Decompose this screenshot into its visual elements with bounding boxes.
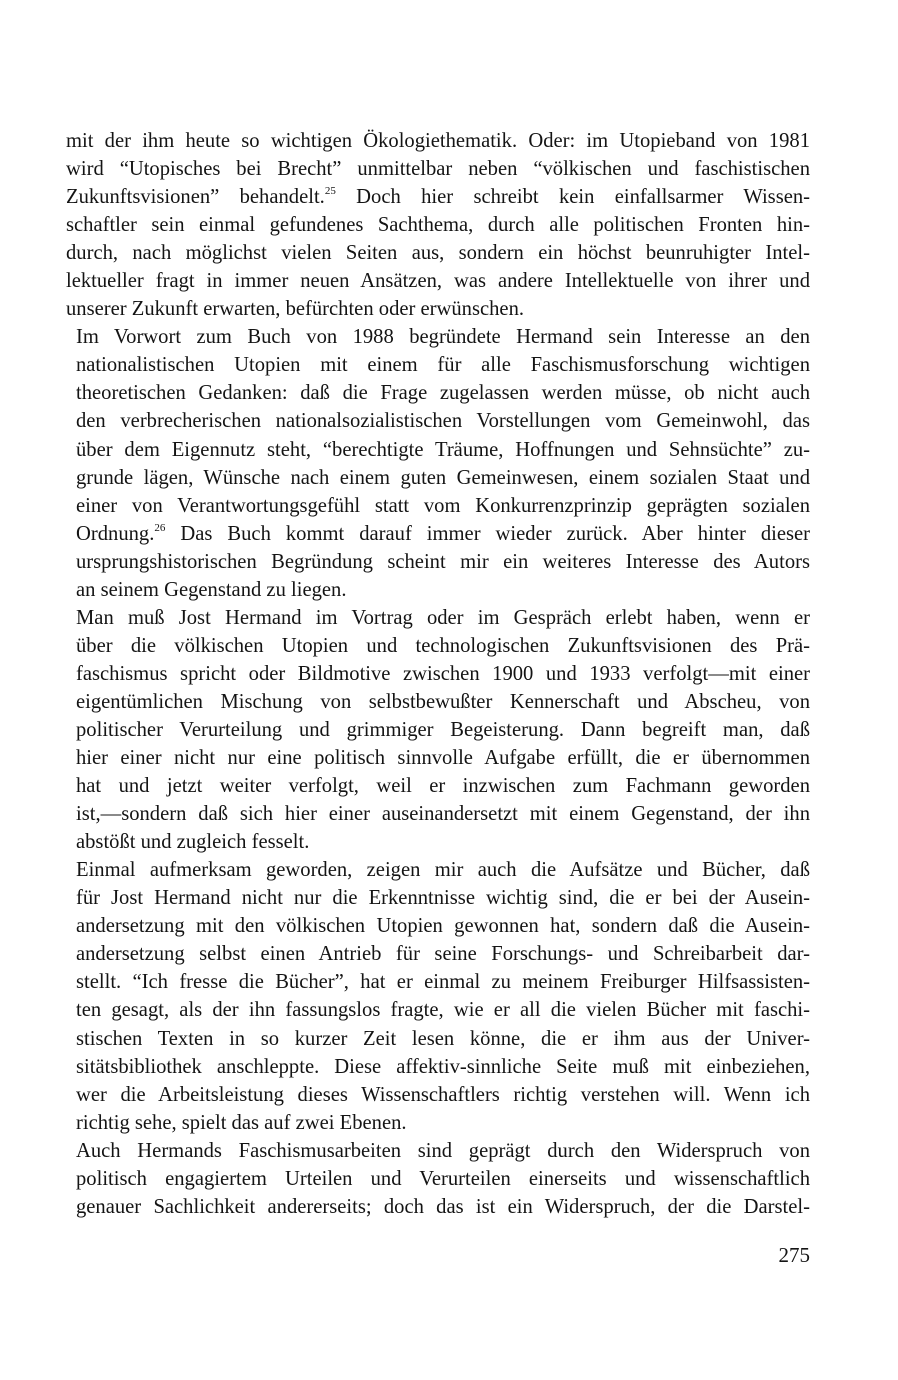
text-line: für Jost Hermand nicht nur die Erkenntnisse wichtig sind, die er bei der Ausein- (76, 887, 810, 910)
paragraph (66, 856, 810, 1136)
text-line: wird “Utopisches bei Brecht” unmittelbar neben “völkischen und faschistischen (66, 158, 810, 181)
text-line: ist,—sondern daß sich hier einer auseinandersetzt mit einem Gegenstand, der ihn (76, 803, 810, 826)
text-line: stellt. “Ich fresse die Bücher”, hat er einmal zu meinem Freiburger Hilfsassisten- (76, 971, 810, 994)
text-line: schaftler sein einmal gefundenes Sachthema, durch alle politischen Fronten hin- (66, 214, 810, 237)
text-segment: Doch hier schreibt kein einfallsarmer Wissen- (335, 186, 811, 209)
text-line: einer von Verantwortungsgefühl statt vom Konkurrenzprinzip geprägten sozialen (76, 494, 810, 517)
paragraph (66, 127, 810, 323)
text-line: Im Vorwort zum Buch von 1988 begründete Hermand sein Interesse an den (76, 326, 810, 349)
text-line: Einmal aufmerksam geworden, zeigen mir auch die Aufsätze und Bücher, daß (76, 859, 810, 882)
paragraph (66, 1137, 810, 1221)
text-line: lektueller fragt in immer neuen Ansätzen, was andere Intellektuelle von ihrer und (66, 270, 810, 293)
text-line: abstößt und zugleich fesselt. (76, 831, 310, 854)
text-line: grunde lägen, Wünsche nach einem guten Gemeinwesen, einem sozialen Staat und (76, 466, 810, 489)
text-segment: Ordnung. (76, 522, 155, 545)
text-line: stischen Texten in so kurzer Zeit lesen könne, die er ihm aus der Univer- (76, 1027, 810, 1050)
text-line: faschismus spricht oder Bildmotive zwischen 1900 und 1933 verfolgt—mit einer (76, 662, 810, 685)
text-line (66, 520, 810, 548)
text-line: ursprungshistorischen Begründung scheint mir ein weiteres Interesse des Autors (76, 550, 810, 573)
text-line: an seinem Gegenstand zu liegen. (76, 578, 347, 601)
text-line: Man muß Jost Hermand im Vortrag oder im Gespräch erlebt haben, wenn er (76, 606, 810, 629)
text-line (66, 183, 810, 211)
paragraph (66, 323, 810, 603)
text-line: mit der ihm heute so wichtigen Ökologiethematik. Oder: im Utopieband von 1981 (66, 130, 810, 152)
text-line: unserer Zukunft erwarten, befürchten oder erwünschen. (66, 298, 525, 321)
text-line: hat und jetzt weiter verfolgt, weil er inzwischen zum Fachmann geworden (76, 775, 810, 798)
page-number: 275 (778, 1243, 810, 1267)
text-segment: Das Buch kommt darauf immer wieder zurück. Aber hinter dieser (165, 522, 810, 545)
text-line: den verbrecherischen nationalsozialistischen Vorstellungen vom Gemeinwohl, das (76, 410, 810, 433)
footnote-marker: 26 (154, 521, 166, 534)
text-line: über die völkischen Utopien und technologischen Zukunftsvisionen des Prä- (76, 634, 810, 657)
text-line: politisch engagiertem Urteilen und Verurteilen einerseits und wissenschaftlich (76, 1167, 810, 1190)
text-segment: Zukunftsvisionen” behandelt. (66, 186, 325, 209)
footnote-marker: 25 (324, 185, 336, 198)
paragraph (66, 604, 810, 856)
text-line: politischer Verurteilung und grimmiger Begeisterung. Dann begreift man, daß (76, 718, 810, 741)
text-line: genauer Sachlichkeit andererseits; doch das ist ein Widerspruch, der die Darstel- (76, 1195, 810, 1218)
text-line: Auch Hermands Faschismusarbeiten sind geprägt durch den Widerspruch von (76, 1139, 810, 1162)
text-line: andersetzung selbst einen Antrieb für seine Forschungs- und Schreibarbeit dar- (76, 943, 810, 966)
text-line: wer die Arbeitsleistung dieses Wissenschaftlers richtig verstehen will. Wenn ich (76, 1083, 810, 1106)
text-line: andersetzung mit den völkischen Utopien gewonnen hat, sondern daß die Ausein- (76, 915, 810, 938)
text-line: eigentümlichen Mischung von selbstbewußter Kennerschaft und Abscheu, von (76, 690, 810, 713)
text-line: richtig sehe, spielt das auf zwei Ebenen. (76, 1111, 407, 1134)
body-text (66, 127, 810, 1221)
text-line: hier einer nicht nur eine politisch sinnvolle Aufgabe erfüllt, die er übernommen (76, 747, 810, 770)
text-line: sitätsbibliothek anschleppte. Diese affektiv-sinnliche Seite muß mit einbeziehen, (76, 1055, 810, 1078)
text-line: durch, nach möglichst vielen Seiten aus, sondern ein höchst beunruhigter Intel- (66, 242, 810, 265)
text-line: theoretischen Gedanken: daß die Frage zugelassen werden müsse, ob nicht auch (76, 382, 810, 405)
text-line: ten gesagt, als der ihn fassungslos fragte, wie er all die vielen Bücher mit faschi- (76, 999, 810, 1022)
text-line: über dem Eigennutz steht, “berechtigte Träume, Hoffnungen und Sehnsüchte” zu- (76, 438, 810, 461)
text-line: nationalistischen Utopien mit einem für alle Faschismusforschung wichtigen (76, 354, 810, 377)
